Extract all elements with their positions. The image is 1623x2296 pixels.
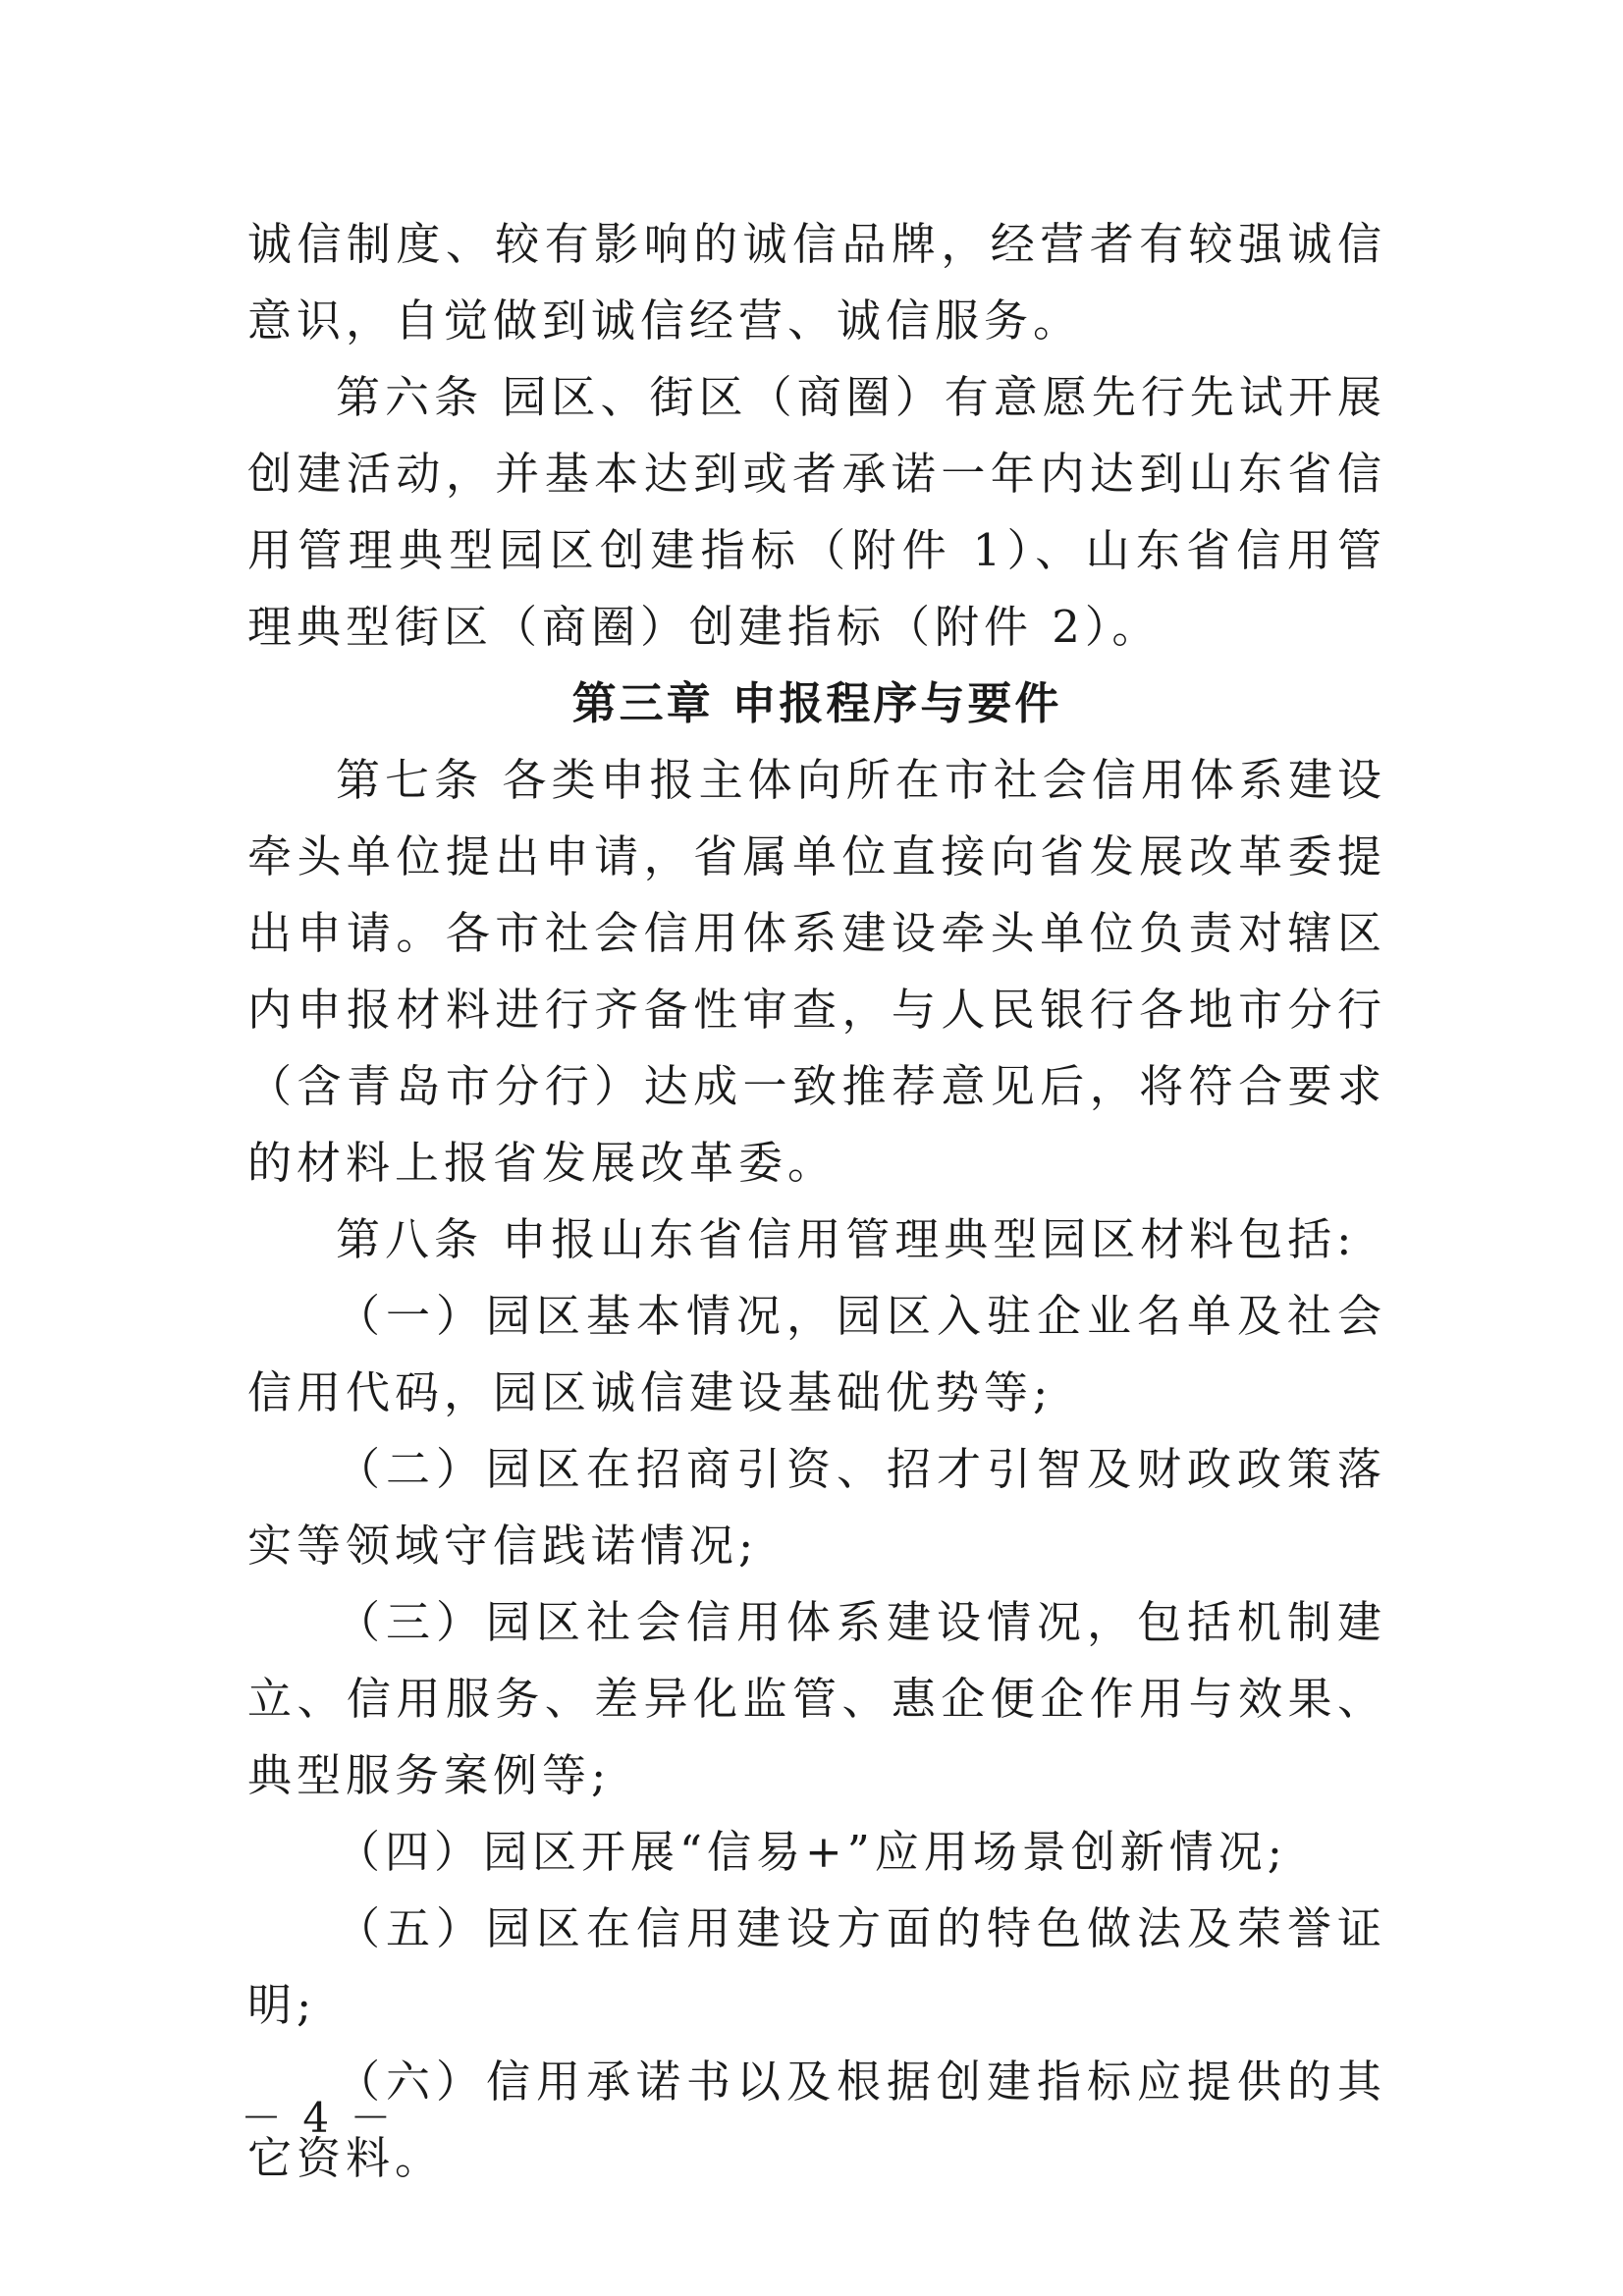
list-item-6: （六）信用承诺书以及根据创建指标应提供的其它资料。	[247, 2056, 1386, 2184]
list-item-1: （一）园区基本情况，园区入驻企业名单及社会信用代码，园区诚信建设基础优势等;	[247, 1290, 1386, 1418]
chapter-heading: 第三章 申报程序与要件	[571, 677, 1062, 729]
article-6-paragraph: 第六条 园区、街区（商圈）有意愿先行先试开展创建活动，并基本达到或者承诺一年内达到山东省信用管理典型园区创建指标（附件 1）、山东省信用管理典型街区（商圈）创建指标（附件 2）。	[247, 371, 1386, 653]
article-7-paragraph: 第七条 各类申报主体向所在市社会信用体系建设牵头单位提出申请，省属单位直接向省发展改革委提出申请。各市社会信用体系建设牵头单位负责对辖区内申报材料进行齐备性审查，与人民银行各地市分行（含青岛市分行）达成一致推荐意见后，将符合要求的材料上报省发展改革委。	[247, 754, 1386, 1189]
document-body	[247, 206, 1386, 2197]
list-item-2: （二）园区在招商引资、招才引智及财政政策落实等领域守信践诺情况;	[247, 1443, 1386, 1572]
page-number: － 4 －	[241, 2094, 396, 2142]
list-item-4: （四）园区开展“信易+”应用场景创新情况;	[336, 1826, 1287, 1878]
list-item-5: （五）园区在信用建设方面的特色做法及荣誉证明;	[247, 1902, 1386, 2031]
paragraph-continuation: 诚信制度、较有影响的诚信品牌，经营者有较强诚信意识，自觉做到诚信经营、诚信服务。	[247, 218, 1386, 347]
list-item-3: （三）园区社会信用体系建设情况，包括机制建立、信用服务、差异化监管、惠企便企作用与效果、典型服务案例等;	[247, 1596, 1386, 1801]
article-8-paragraph: 第八条 申报山东省信用管理典型园区材料包括:	[336, 1213, 1357, 1265]
